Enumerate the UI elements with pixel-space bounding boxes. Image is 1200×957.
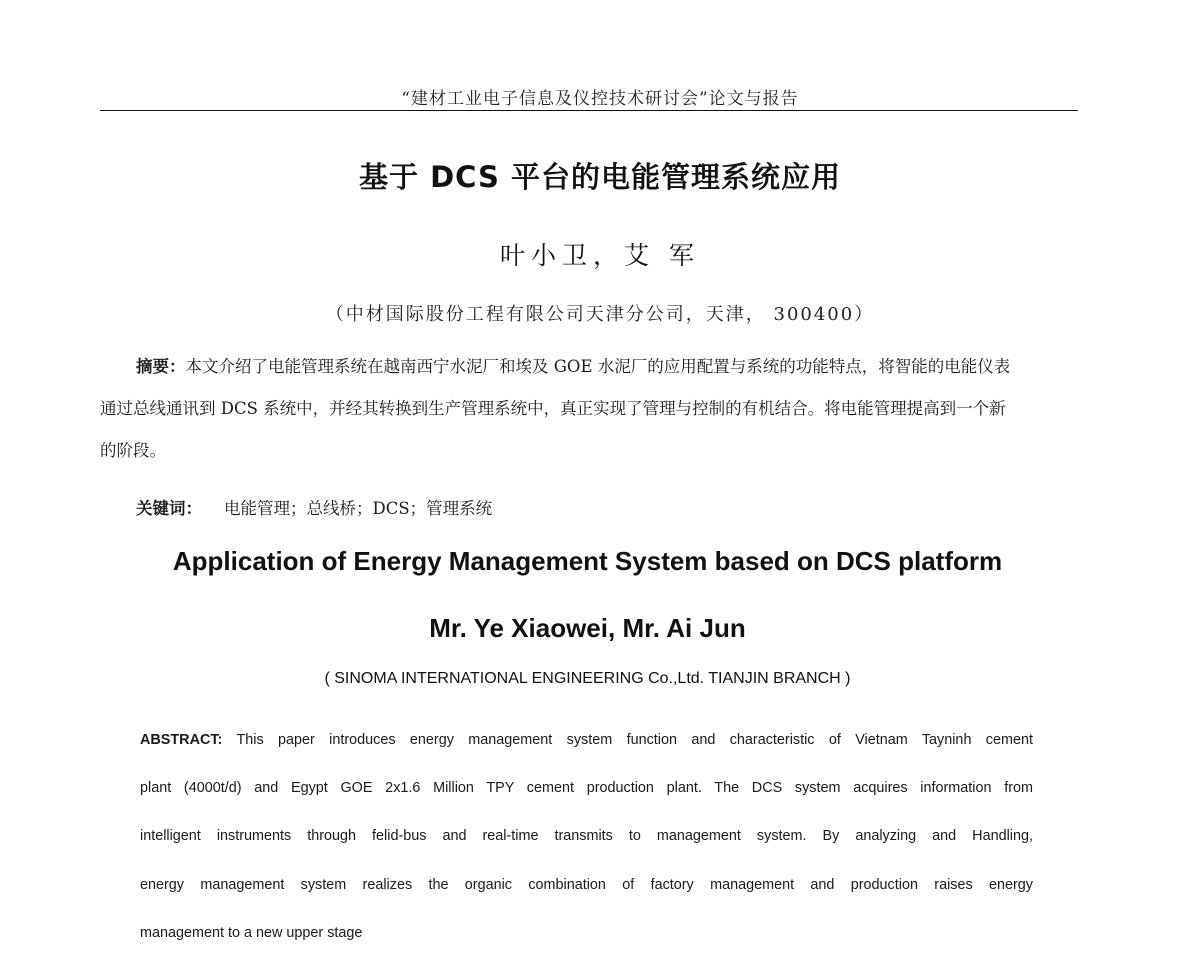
english-authors: Mr. Ye Xiaowei, Mr. Ai Jun	[429, 613, 746, 643]
english-abstract-label: ABSTRACT:	[140, 732, 223, 748]
english-abstract-line: energy management system realizes the organic combination of factory management and production raises energy	[140, 876, 1033, 893]
running-header: “建材工业电子信息及仪控技术研讨会”论文与报告	[401, 89, 799, 109]
chinese-abstract-label: 摘要：	[136, 357, 186, 376]
chinese-keywords	[136, 495, 492, 519]
chinese-abstract-line: 的阶段。	[100, 441, 166, 460]
chinese-abstract-line: 通过总线通讯到 DCS 系统中，并经其转换到生产管理系统中，真正实现了管理与控制的有机结合。将电能管理提高到一个新	[100, 399, 1006, 418]
english-abstract-text: This paper introduces energy management system function and characteristic of Vietnam Tayninh cement	[236, 732, 1033, 748]
english-abstract-line: management to a new upper stage	[140, 924, 363, 941]
chinese-keywords-label: 关键词：	[136, 499, 202, 518]
english-affiliation: ( SINOMA INTERNATIONAL ENGINEERING Co.,Ltd. TIANJIN BRANCH )	[324, 670, 851, 687]
english-title: Application of Energy Management System based on DCS platform	[172, 546, 1003, 576]
chinese-abstract-text: 本文介绍了电能管理系统在越南西宁水泥厂和埃及 GOE 水泥厂的应用配置与系统的功能特点，将智能的电能仪表	[185, 357, 1011, 376]
chinese-title: 基于 DCS 平台的电能管理系统应用	[359, 160, 841, 194]
english-abstract	[140, 716, 1033, 957]
chinese-keywords-text: 电能管理；总线桥；DCS；管理系统	[224, 499, 493, 518]
chinese-abstract-line	[100, 346, 1080, 388]
header-divider	[100, 110, 1078, 111]
chinese-affiliation: （中材国际股份工程有限公司天津分公司，天津， 300400）	[325, 304, 875, 325]
chinese-abstract	[100, 346, 1080, 472]
english-abstract-line	[140, 716, 1033, 764]
chinese-authors: 叶小卫，艾 军	[500, 241, 700, 270]
english-abstract-line: intelligent instruments through felid-bus and real-time transmits to management system. By analyzing and Handling,	[140, 828, 1033, 845]
english-abstract-line: plant (4000t/d) and Egypt GOE 2x1.6 Million TPY cement production plant. The DCS system acquires information from	[140, 780, 1033, 797]
